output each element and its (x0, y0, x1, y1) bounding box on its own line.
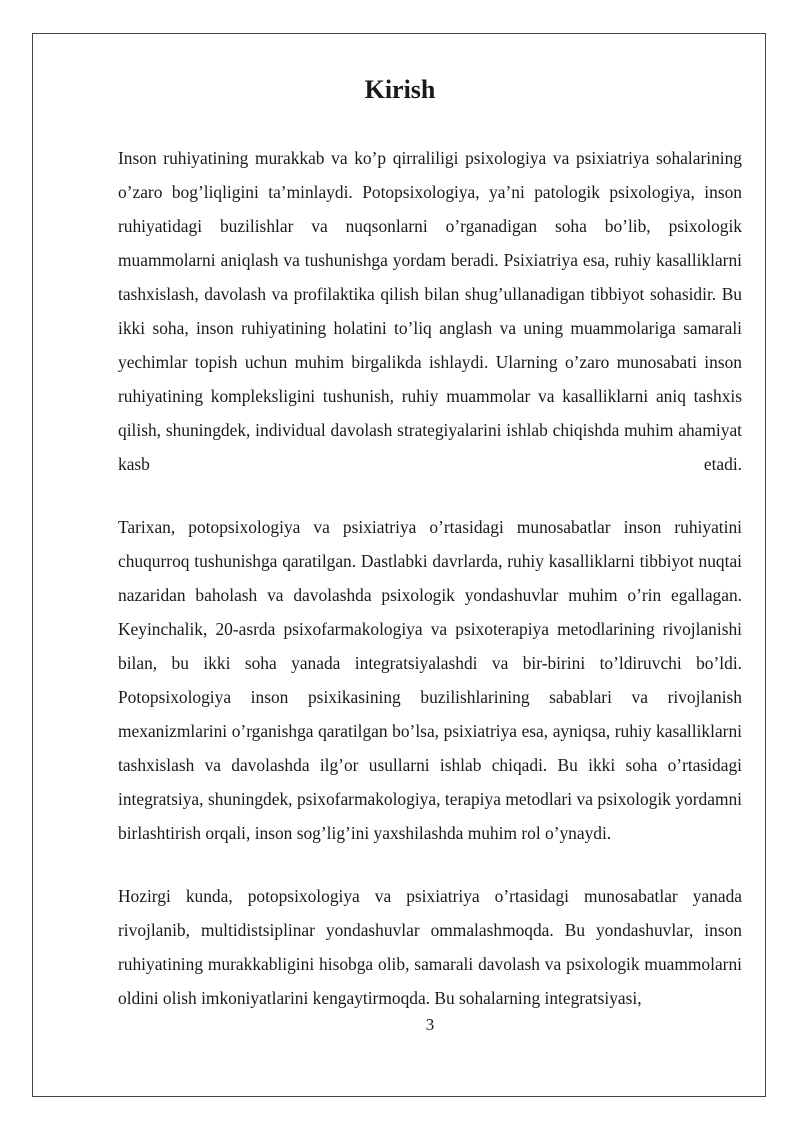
paragraph-present: Hozirgi kunda, potopsixologiya va psixiatriya o’rtasidagi munosabatlar yanada rivojlanib, multidistsiplinar yondashuvlar ommalashmoqda. Bu yondashuvlar, inson ruhiyatining murakkabligini hisobga olib, samarali davolash va psixologik muammolarni oldini olish imkoniyatlarini kengaytirmoqda. Bu sohalarning integratsiyasi, (118, 886, 742, 1008)
page-number: 3 (425, 1015, 435, 1034)
paragraph-history: Tarixan, potopsixologiya va psixiatriya o’rtasidagi munosabatlar inson ruhiyatini chuqurroq tushunishga qaratilgan. Dastlabki davrlarda, ruhiy kasalliklarni tibbiyot nuqtai nazaridan baholash va davolashda psixologik yondashuvlar muhim o’rin egallagan. Keyinchalik, 20-asrda psixofarmakologiya va psixoterapiya metodlarining rivojlanishi bilan, bu ikki soha yanada integratsiyalashdi va bir-birini to’ldiruvchi bo’ldi. Potopsixologiya inson psixikasining buzilishlarining sabablari va rivojlanish mexanizmlarini o’rganishga qaratilgan bo’lsa, psixiatriya esa, ayniqsa, ruhiy kasalliklarni tashxislash va davolashda ilg’or usullarni ishlab chiqadi. Bu ikki soha o’rtasidagi integratsiya, shuningdek, psixofarmakologiya, terapiya metodlari va psixologik yordamni birlashtirish orqali, inson sog’lig’ini yaxshilashda muhim rol o’ynaydi. (118, 517, 742, 843)
page-title: Kirish (364, 75, 436, 104)
paragraph-intro: Inson ruhiyatining murakkab va ko’p qirraliligi psixologiya va psixiatriya sohalarining o’zaro bog’liqligini ta’minlaydi. Potopsixologiya, ya’ni patologik psixologiya, inson ruhiyatidagi buzilishlar va nuqsonlarni o’rganadigan soha bo’lib, psixologik muammolarni aniqlash va tushunishga yordam beradi. Psixiatriya esa, ruhiy kasalliklarni tashxislash, davolash va profilaktika qilish bilan shug’ullanadigan tibbiyot sohasidir. Bu ikki soha, inson ruhiyatining holatini to’liq anglash va uning muammolariga samarali yechimlar topish uchun muhim birgalikda ishlaydi. Ularning o’zaro munosabati inson ruhiyatining kompleksligini tushunish, ruhiy muammolar va kasalliklarni aniq tashxis qilish, shuningdek, individual davolash strategiyalarini ishlab chiqishda muhim ahamiyat kasb etadi. (118, 148, 742, 474)
document-body (118, 141, 742, 1015)
